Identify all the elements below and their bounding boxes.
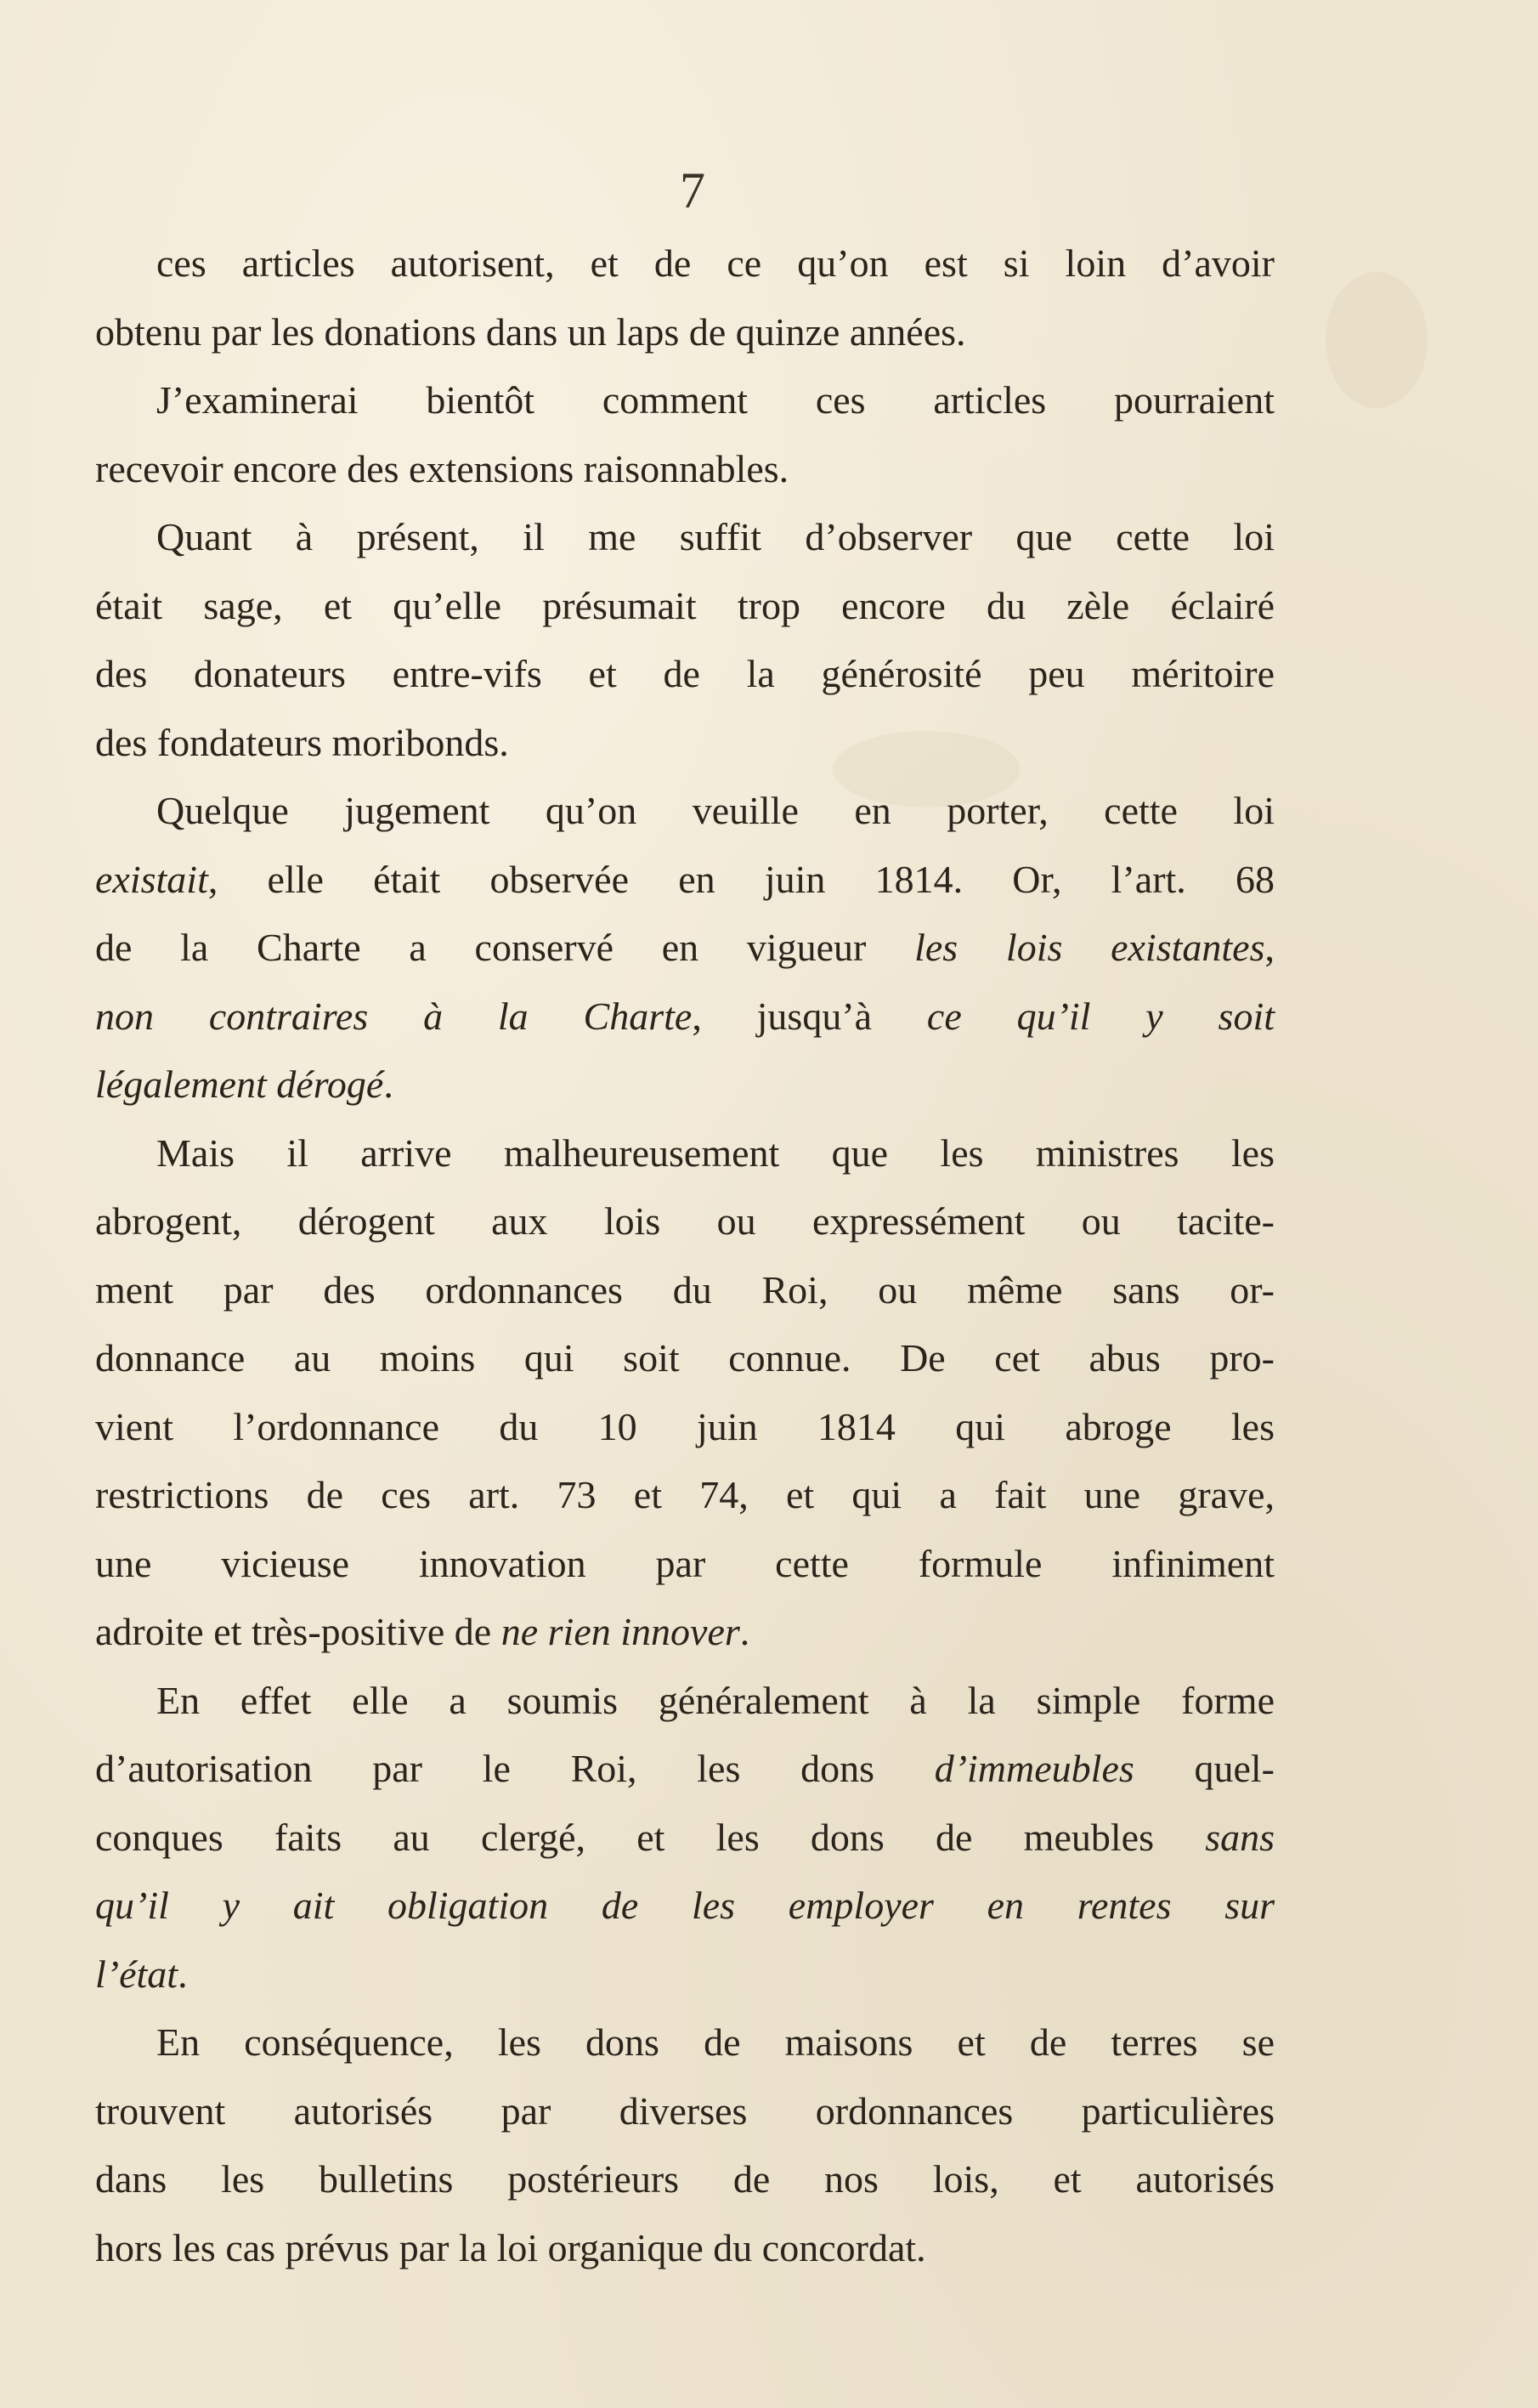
text-run: de la Charte a conservé en vigueur	[95, 926, 915, 969]
text-line	[95, 1393, 1275, 1462]
paper-stain	[1326, 272, 1428, 408]
text-line	[95, 366, 1275, 435]
text-line	[95, 2009, 1275, 2077]
text-line	[95, 846, 1275, 915]
paragraph	[95, 229, 1275, 366]
text-line	[95, 640, 1275, 709]
text-run: ment par des ordonnances du Roi, ou même sans or-	[95, 1267, 1275, 1312]
text-line	[95, 1256, 1275, 1325]
text-line	[95, 1119, 1275, 1188]
text-run: abrogent, dérogent aux lois ou expressément ou tacite-	[95, 1199, 1275, 1243]
text-run: une vicieuse innovation par cette formule infiniment	[95, 1541, 1275, 1585]
text-run: , elle était observée en juin 1814. Or, l’art. 68	[207, 857, 1275, 901]
italic-text: non contraires à la Charte	[95, 994, 693, 1038]
text-run: vient l’ordonnance du 10 juin 1814 qui abroge les	[95, 1404, 1275, 1448]
text-run: obtenu par les donations dans un laps de quinze années.	[95, 309, 966, 354]
italic-text: ne rien innover	[500, 1610, 740, 1653]
text-line	[95, 572, 1275, 641]
italic-text: légalement dérogé	[95, 1062, 384, 1106]
text-run: , jusqu’à	[692, 994, 927, 1038]
text-run: ces articles autorisent, et de ce qu’on est si loin d’avoir	[156, 241, 1275, 285]
italic-text: sans	[1205, 1815, 1275, 1859]
text-run: J’examinerai bientôt comment ces articles pourraient	[156, 378, 1275, 422]
text-line	[95, 435, 1275, 504]
text-run: .	[178, 1952, 188, 1996]
text-run: donnance au moins qui soit connue. De cet abus pro-	[95, 1336, 1275, 1380]
text-line	[95, 1324, 1275, 1393]
text-line	[95, 1530, 1275, 1599]
text-line	[95, 914, 1275, 983]
body-text	[95, 229, 1275, 2282]
text-line	[95, 1598, 1275, 1667]
text-line	[95, 777, 1275, 846]
paragraph	[95, 1667, 1275, 2009]
paragraph	[95, 1119, 1275, 1667]
italic-text: ce qu’il y soit	[926, 994, 1275, 1038]
text-line	[95, 1051, 1275, 1119]
text-line	[95, 1872, 1275, 1941]
text-line	[95, 1461, 1275, 1530]
italic-text: les lois existantes	[914, 926, 1265, 969]
text-line	[95, 709, 1275, 778]
text-line	[95, 2145, 1275, 2214]
text-run: adroite et très-positive de	[95, 1610, 501, 1653]
text-line	[95, 1735, 1275, 1804]
text-run: des fondateurs moribonds.	[95, 720, 509, 764]
text-run: trouvent autorisés par diverses ordonnances particulières	[95, 2088, 1275, 2133]
text-line	[95, 229, 1275, 298]
italic-text: qu’il y ait obligation de les employer en rentes sur	[95, 1884, 1275, 1927]
text-line	[95, 2214, 1275, 2283]
text-line	[95, 503, 1275, 572]
text-run: d’autorisation par le Roi, les dons	[95, 1747, 935, 1790]
paragraph	[95, 503, 1275, 777]
text-run: Quelque jugement qu’on veuille en porter, cette loi	[156, 789, 1275, 832]
italic-text: l’état	[95, 1952, 178, 1996]
page-number: 7	[680, 162, 705, 218]
italic-text: existait	[95, 857, 208, 901]
text-run: En effet elle a soumis généralement à la simple forme	[156, 1678, 1275, 1722]
text-run: Quant à présent, il me suffit d’observer que cette loi	[156, 515, 1275, 558]
text-run: quel-	[1134, 1747, 1275, 1790]
text-line	[95, 1804, 1275, 1873]
italic-text: d’immeubles	[934, 1747, 1134, 1790]
text-run: dans les bulletins postérieurs de nos lois, et autorisés	[95, 2157, 1275, 2201]
text-line	[95, 1667, 1275, 1736]
text-run: .	[383, 1062, 393, 1106]
paragraph	[95, 2009, 1275, 2282]
text-line	[95, 1187, 1275, 1256]
text-run: restrictions de ces art. 73 et 74, et qui a fait une grave,	[95, 1473, 1275, 1516]
paragraph	[95, 366, 1275, 503]
text-line	[95, 298, 1275, 367]
text-run: conques faits au clergé, et les dons de meubles	[95, 1815, 1206, 1859]
text-run: ,	[1264, 926, 1275, 969]
text-run: était sage, et qu’elle présumait trop encore du zèle éclairé	[95, 583, 1275, 627]
text-run: Mais il arrive malheureusement que les ministres les	[156, 1130, 1275, 1175]
paragraph	[95, 777, 1275, 1119]
text-run: recevoir encore des extensions raisonnables.	[95, 446, 789, 490]
text-run: En conséquence, les dons de maisons et de terres se	[156, 2020, 1275, 2064]
text-run: des donateurs entre-vifs et de la générosité peu méritoire	[95, 652, 1275, 695]
text-line	[95, 983, 1275, 1051]
text-line	[95, 2077, 1275, 2146]
text-run: .	[739, 1610, 750, 1653]
text-run: hors les cas prévus par la loi organique du concordat.	[95, 2225, 926, 2269]
text-line	[95, 1941, 1275, 2009]
